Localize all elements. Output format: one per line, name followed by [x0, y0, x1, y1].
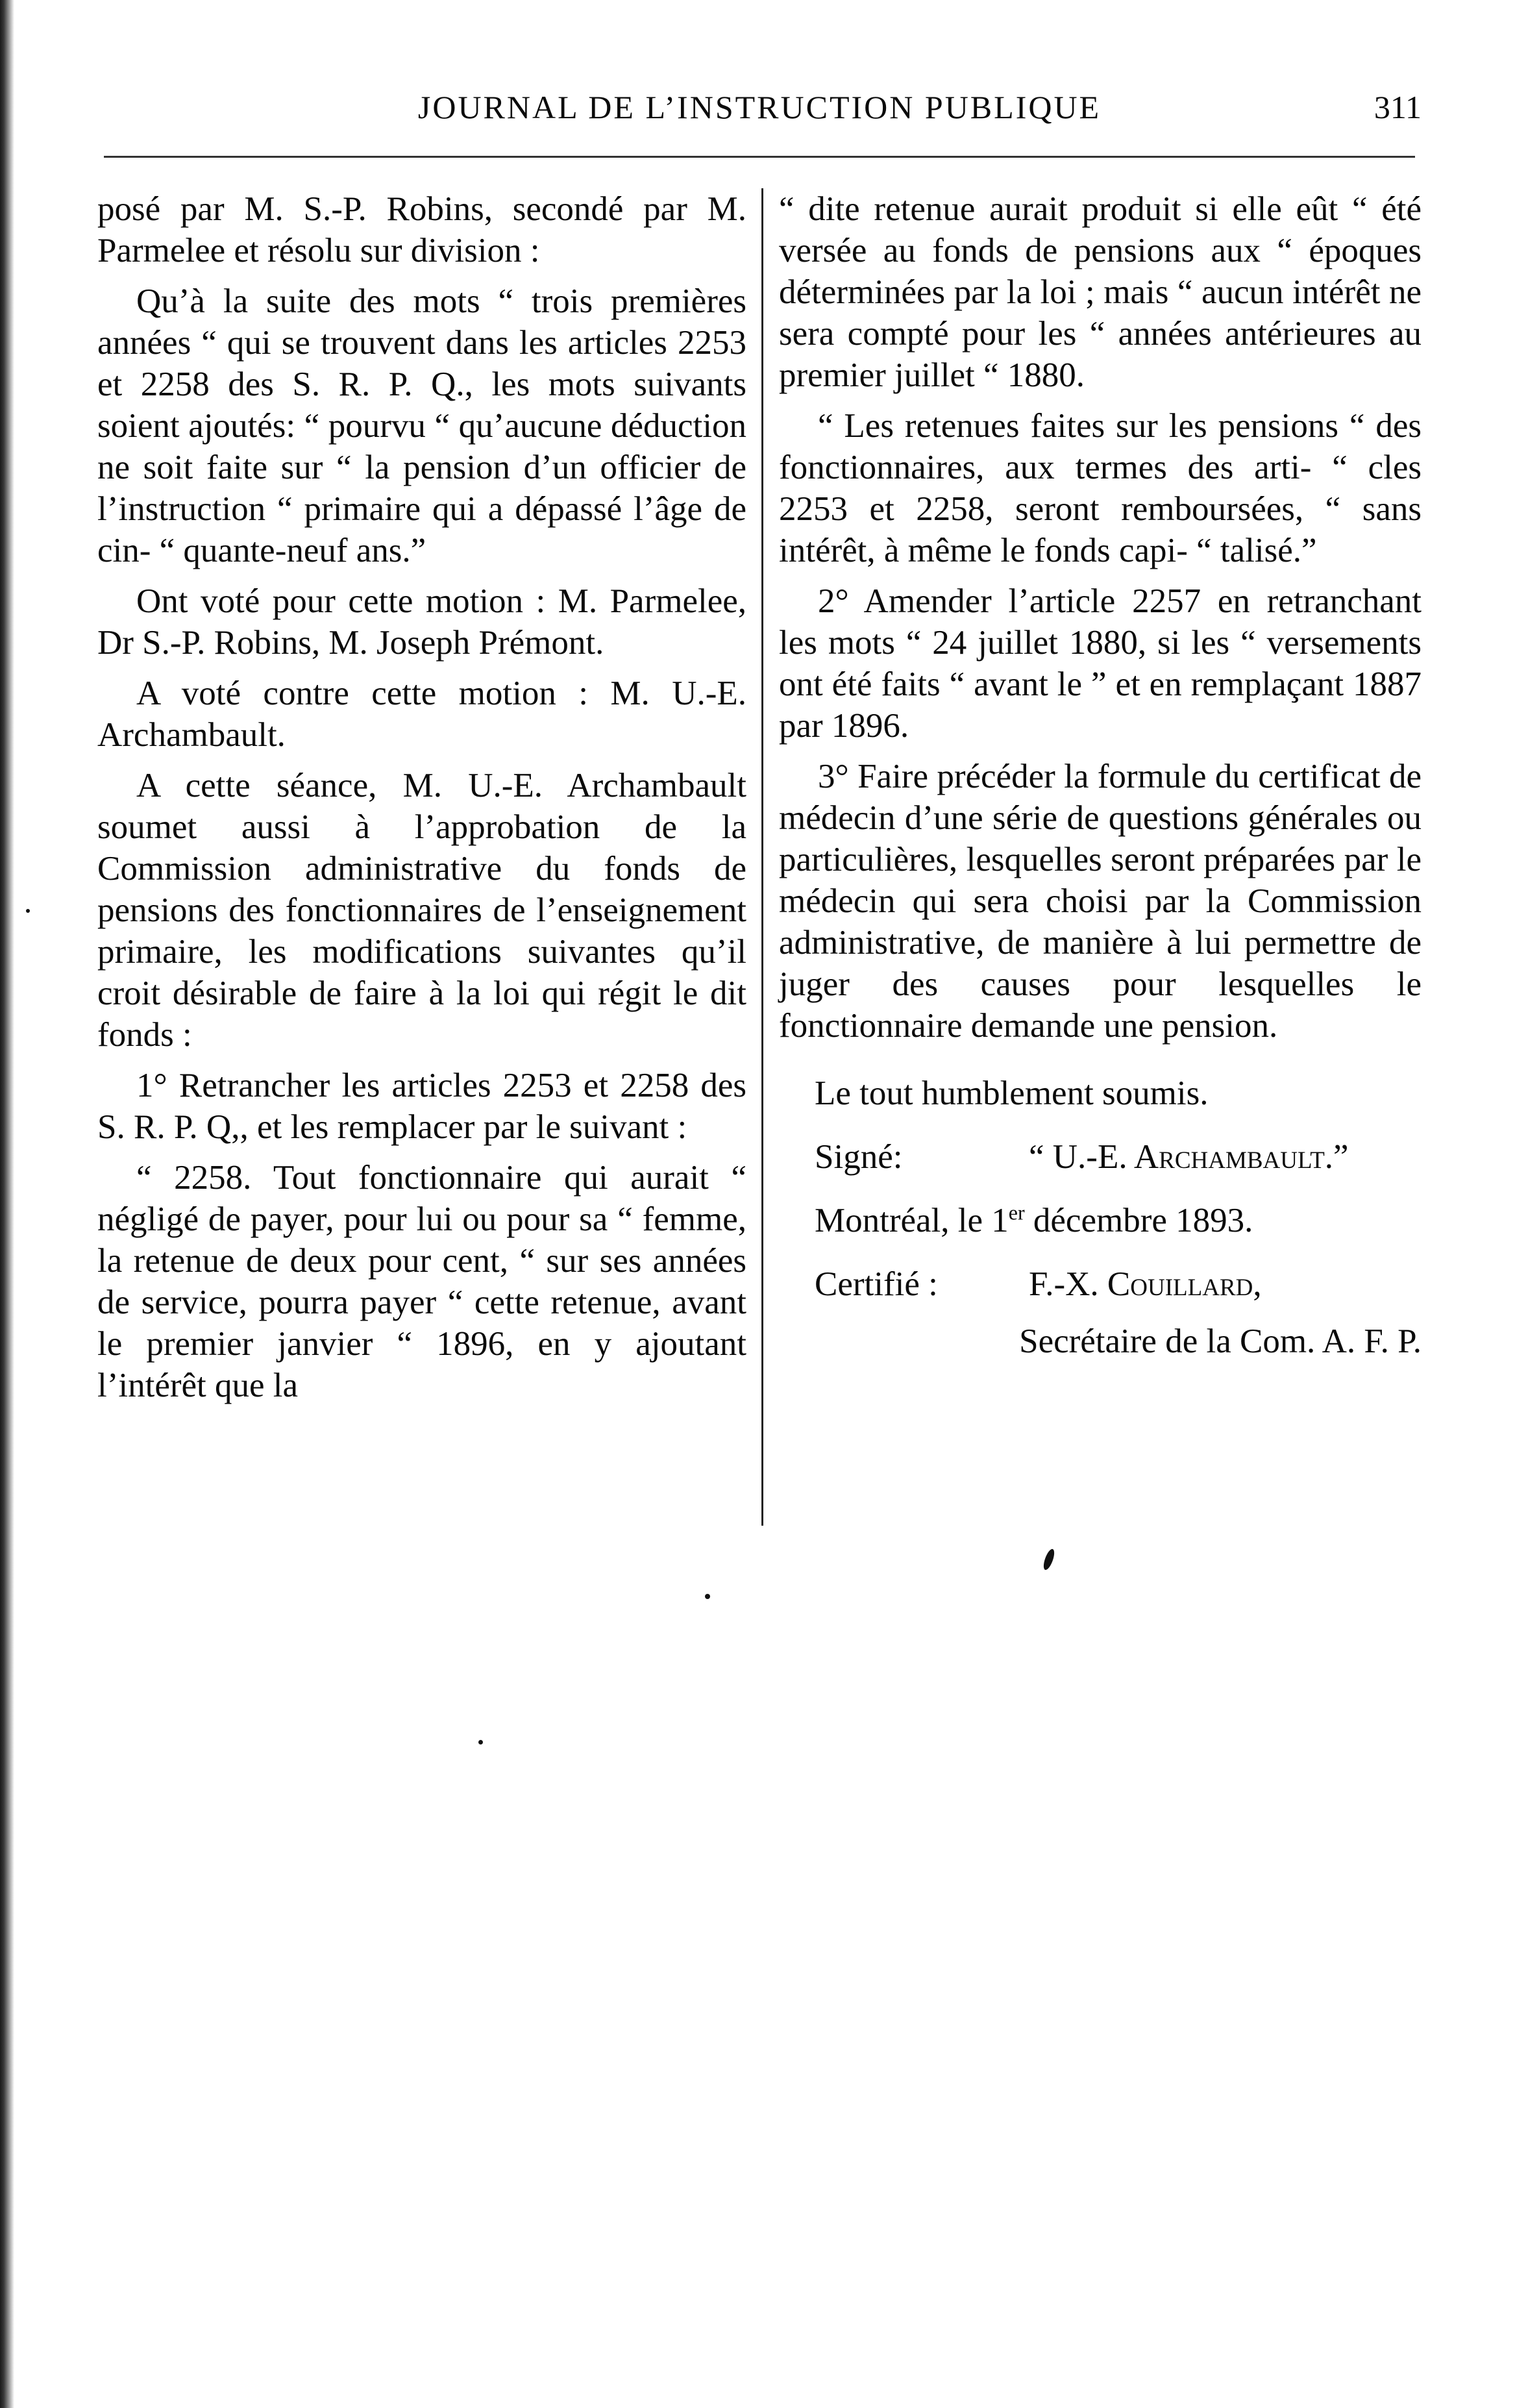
signed-line: [815, 1136, 1422, 1178]
paragraph: 1° Retrancher les articles 2253 et 2258 des S. R. P. Q,, et les remplacer par le suivant :: [97, 1067, 746, 1146]
journal-title: JOURNAL DE L’INSTRUCTION PUBLIQUE: [417, 89, 1102, 125]
page-number: 311: [1373, 89, 1422, 125]
paragraph: Qu’à la suite des mots “ trois premières années “ qui se trouvent dans les articles 2253 et 2258 des S. R. P. Q., les mots suivants soient ajoutés: “ pourvu “ qu’aucune déduction ne soit faite sur “ la pension d’un officier de l’instruction “ primaire qui a dépassé l’âge de cin- “ quante-neuf ans.”: [97, 282, 746, 569]
certified-line: [815, 1263, 1422, 1305]
ink-speck: [478, 1740, 483, 1744]
column-divider: [761, 188, 763, 1526]
signer-name: “ U.-E. Archambault.”: [1029, 1138, 1349, 1176]
paragraph: posé par M. S.-P. Robins, secondé par M. Parmelee et résolu sur division :: [97, 190, 746, 269]
date-prefix: Montréal, le 1: [815, 1202, 1009, 1239]
left-column: [97, 188, 746, 1415]
header-rule: [104, 156, 1415, 158]
closing-line: Le tout humblement soumis.: [815, 1074, 1209, 1112]
date-line: [815, 1200, 1422, 1241]
certifier-title: Secrétaire de la Com. A. F. P.: [1019, 1322, 1422, 1360]
date-ordinal: er: [1008, 1200, 1025, 1224]
running-head: [97, 81, 1422, 133]
paragraph: 2° Amender l’article 2257 en retranchant les mots “ 24 juillet 1880, si les “ versements ont été faits “ avant le ” et en remplaçant 1887 par 1896.: [779, 582, 1422, 745]
paragraph: “ dite retenue aurait produit si elle eût “ été versée au fonds de pensions aux “ époques déterminées par la loi ; mais “ aucun intérêt ne sera compté pour les “ années antérieures au premier juillet “ 1880.: [779, 190, 1422, 394]
paragraph: Ont voté pour cette motion : M. Parmelee, Dr S.-P. Robins, M. Joseph Prémont.: [97, 582, 746, 662]
ink-speck: [26, 909, 30, 913]
paragraph: A voté contre cette motion : M. U.-E. Archambault.: [97, 675, 746, 754]
signature-block: [779, 1073, 1422, 1362]
paragraph: 3° Faire précéder la formule du certificat de médecin d’une série de questions générales ou particulières, lesquelles seront préparées par le médecin qui sera choisi par la Commission administrative, de manière à lui permettre de juger des causes pour lesquelles le fonctionnaire demande une pension.: [779, 758, 1422, 1045]
certified-label: Certifié :: [815, 1265, 938, 1303]
right-column: [779, 188, 1422, 1362]
signed-label: Signé:: [815, 1138, 903, 1176]
date-suffix: décembre 1893.: [1024, 1202, 1253, 1239]
paragraph: “ Les retenues faites sur les pensions “ des fonctionnaires, aux termes des arti- “ cles 2253 et 2258, seront remboursées, “ sans intérêt, à même le fonds capi- “ talisé.”: [779, 407, 1422, 569]
certifier-name: F.-X. Couillard,: [1029, 1265, 1262, 1303]
page-binding-edge: [0, 0, 14, 2408]
paragraph: “ 2258. Tout fonctionnaire qui aurait “ négligé de payer, pour lui ou pour sa “ femme, la retenue de deux pour cent, “ sur ses années de service, pourra payer “ cette retenue, avant le premier janvier “ 1896, en y ajoutant l’intérêt que la: [97, 1159, 746, 1404]
paragraph: A cette séance, M. U.-E. Archambault soumet aussi à l’approbation de la Commission administrative du fonds de pensions des fonctionnaires de l’enseignement primaire, les modifications suivantes qu’il croit désirable de faire à la loi qui régit le dit fonds :: [97, 767, 746, 1054]
ink-speck: [705, 1594, 710, 1599]
ink-speck: [1042, 1548, 1057, 1571]
